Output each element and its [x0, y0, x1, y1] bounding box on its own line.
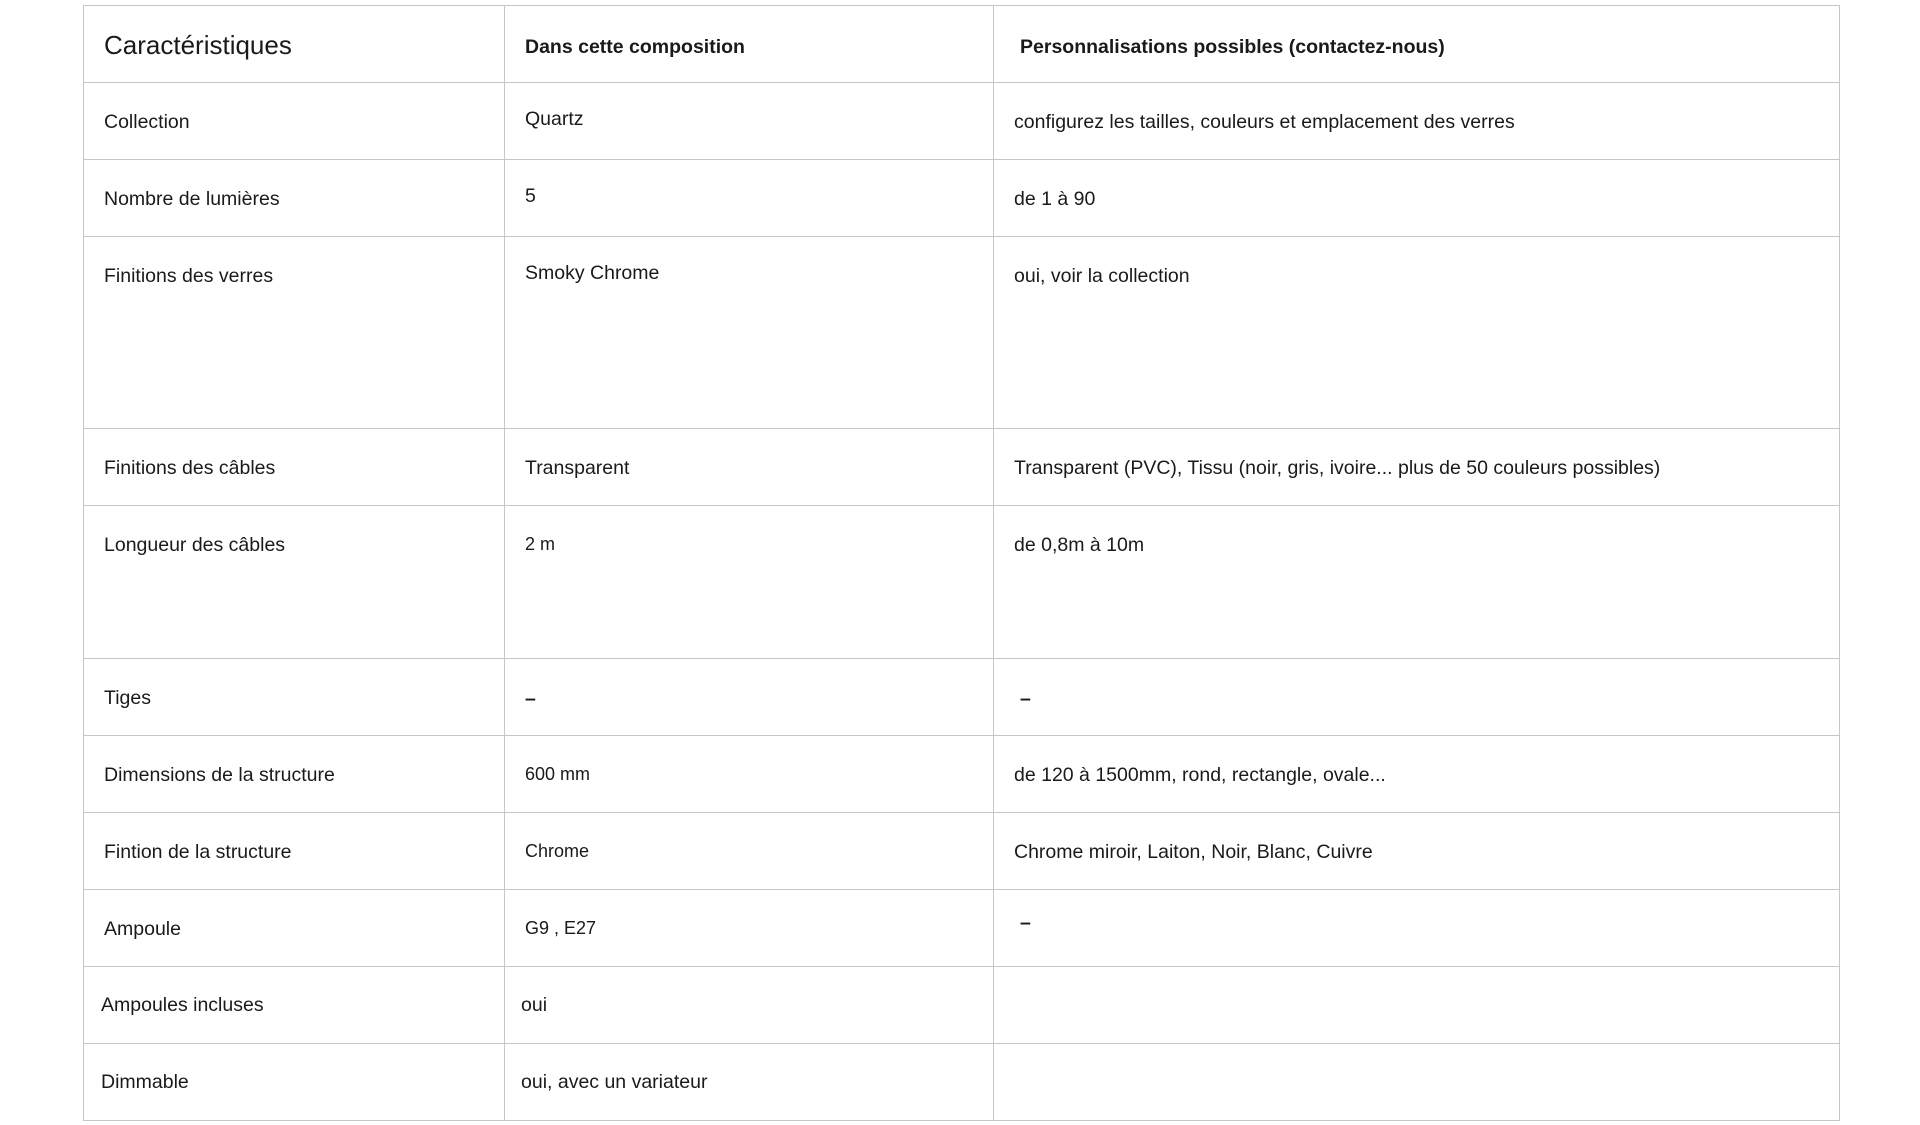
column-header-customizations: Personnalisations possibles (contactez-nous): [994, 6, 1840, 83]
row-label: Ampoules incluses: [84, 967, 505, 1044]
row-value: Smoky Chrome: [505, 237, 994, 429]
table-row-collection: [84, 83, 1840, 160]
specifications-table: [83, 5, 1840, 1121]
table-row-dimmable: [84, 1044, 1840, 1121]
row-value: Quartz: [505, 83, 994, 160]
row-value: 5: [505, 160, 994, 237]
row-customization: Chrome miroir, Laiton, Noir, Blanc, Cuivre: [994, 813, 1840, 890]
row-customization: Transparent (PVC), Tissu (noir, gris, ivoire... plus de 50 couleurs possibles): [994, 429, 1840, 506]
table-header-row: [84, 6, 1840, 83]
row-value: G9 , E27: [505, 890, 994, 967]
row-value: oui: [505, 967, 994, 1044]
row-value: 2 m: [505, 506, 994, 659]
row-label: Collection: [84, 83, 505, 160]
row-customization: [994, 1044, 1840, 1121]
row-customization: oui, voir la collection: [994, 237, 1840, 429]
row-customization: de 0,8m à 10m: [994, 506, 1840, 659]
row-customization: [994, 967, 1840, 1044]
row-label: Ampoule: [84, 890, 505, 967]
row-label: Dimmable: [84, 1044, 505, 1121]
row-customization: de 120 à 1500mm, rond, rectangle, ovale...: [994, 736, 1840, 813]
row-label: Fintion de la structure: [84, 813, 505, 890]
row-label: Finitions des verres: [84, 237, 505, 429]
table-row-bulb: [84, 890, 1840, 967]
row-value: Transparent: [505, 429, 994, 506]
table-row-glass-finish: [84, 237, 1840, 429]
column-header-composition: Dans cette composition: [505, 6, 994, 83]
row-customization: de 1 à 90: [994, 160, 1840, 237]
row-label: Tiges: [84, 659, 505, 736]
table-row-structure-finish: [84, 813, 1840, 890]
row-label: Nombre de lumières: [84, 160, 505, 237]
column-header-characteristics: Caractéristiques: [84, 6, 505, 83]
row-value: Chrome: [505, 813, 994, 890]
row-label: Dimensions de la structure: [84, 736, 505, 813]
row-value: 600 mm: [505, 736, 994, 813]
row-customization: –: [994, 659, 1840, 736]
table-row-structure-dimensions: [84, 736, 1840, 813]
table-row-bulbs-included: [84, 967, 1840, 1044]
table-row-rods: [84, 659, 1840, 736]
row-label: Finitions des câbles: [84, 429, 505, 506]
row-value: –: [505, 659, 994, 736]
row-customization: configurez les tailles, couleurs et emplacement des verres: [994, 83, 1840, 160]
table-row-light-count: [84, 160, 1840, 237]
table-row-cable-length: [84, 506, 1840, 659]
table-row-cable-finish: [84, 429, 1840, 506]
row-label: Longueur des câbles: [84, 506, 505, 659]
row-customization: –: [994, 890, 1840, 967]
row-value: oui, avec un variateur: [505, 1044, 994, 1121]
